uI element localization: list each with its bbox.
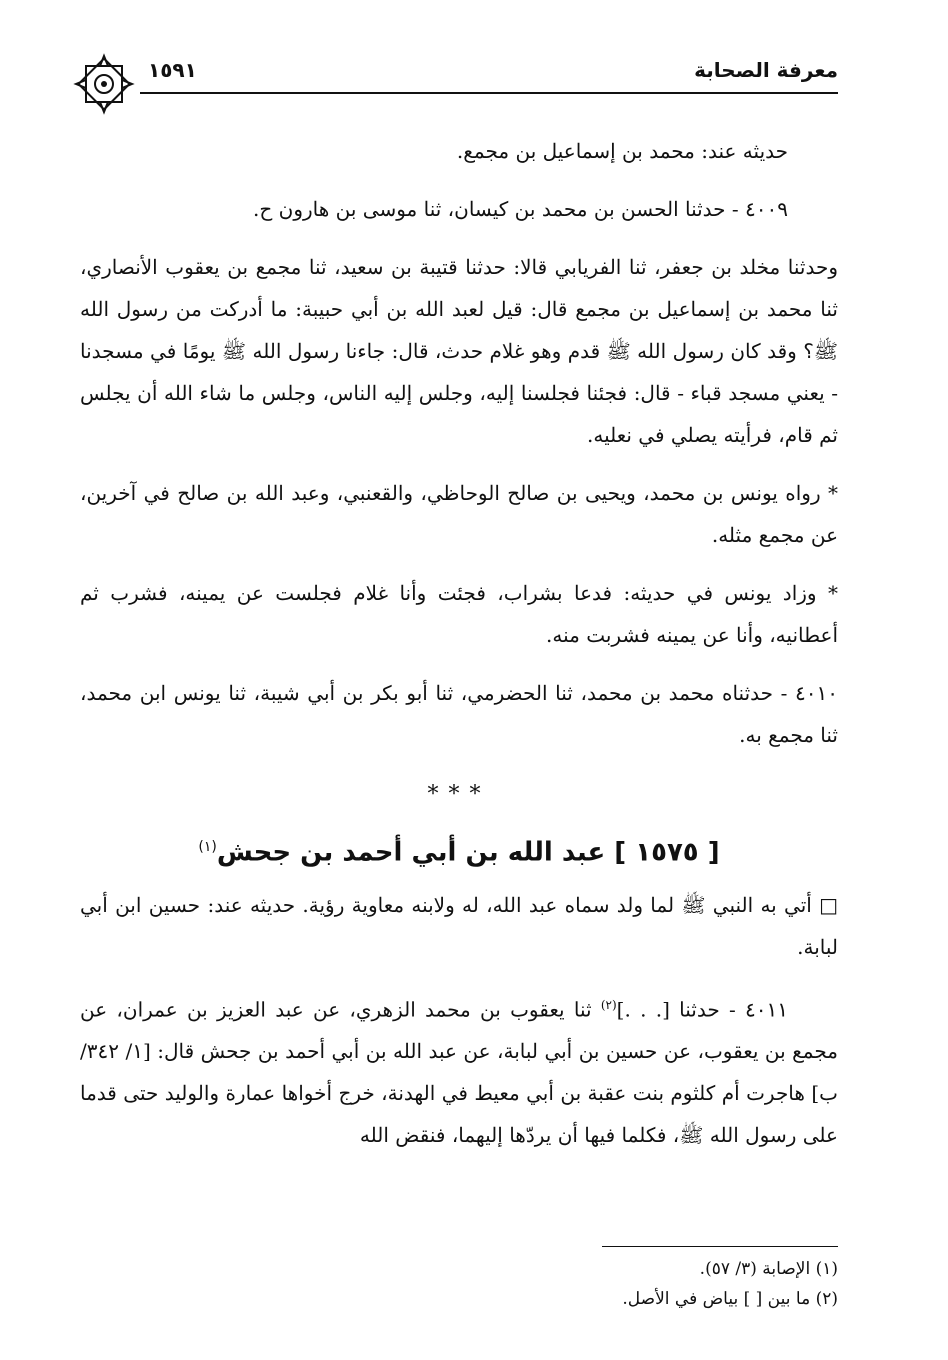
header-rule (140, 92, 838, 94)
page-number: ١٥٩١ (148, 58, 197, 82)
section-heading (80, 826, 838, 874)
paragraph: * وزاد يونس في حديثه: فدعا بشراب، فجئت وأنا غلام فجلست عن يمينه، فشرب ثم أعطانيه، وأنا عن يمينه فشربت منه. (80, 581, 838, 647)
hadith-start: ٤٠١١ - حدثنا [. . .] (616, 997, 788, 1022)
section-separator: *** (427, 782, 491, 807)
paragraph: ٤٠١٠ - حدثناه محمد بن محمد، ثنا الحضرمي، ثنا أبو بكر بن أبي شيبة، ثنا يونس ابن محمد، ثنا مجمع به. (80, 681, 838, 747)
running-title: معرفة الصحابة (694, 58, 838, 82)
section-intro: □ أتي به النبي ﷺ لما ولد سماه عبد الله، له ولابنه معاوية رؤية. حديثه عند: حسين ابن أبي لبابة. (80, 892, 838, 959)
footnote-marker: (١) (198, 839, 217, 855)
hadith-text: ثنا يعقوب بن محمد الزهري، عن عبد العزيز بن عمران، عن مجمع بن يعقوب، عن حسين بن أبي لبابة، عن عبد الله بن أبي أحمد بن جحش قال: [١/ ٣٤٢/ ب] هاجرت أم كلثوم بنت عقبة بن أبي معيط في الهدنة، خرج أخواها عمارة والوليد حتى قدما على رسول الله ﷺ، فكلما فيها أن يردّها إليهما، فنقض الله (80, 997, 838, 1148)
footnote: (١) الإصابة (٣/ ٥٧). (699, 1259, 838, 1279)
page-header (70, 48, 838, 98)
footnote-marker: (٢) (600, 997, 617, 1012)
paragraph: وحدثنا مخلد بن جعفر، ثنا الفريابي قالا: حدثنا قتيبة بن سعيد، ثنا مجمع بن يعقوب الأنصاري، ثنا محمد بن إسماعيل بن مجمع قال: قيل لعبد الله بن أبي حبيبة: ما أدركت من رسول الله ﷺ؟ وقد كان رسول الله ﷺ قدم وهو غلام حدث، قال: جاءنا رسول الله ﷺ يومًا في مسجدنا - يعني مسجد قباء - قال: فجئنا فجلسنا إليه، وجلس إليه الناس، وجلس ما شاء الله أن يجلس ثم قام، فرأيته يصلي في نعليه. (80, 255, 838, 447)
footnotes (80, 1254, 838, 1314)
paragraph: ٤٠٠٩ - حدثنا الحسن بن محمد بن كيسان، ثنا موسى بن هارون ح. (253, 197, 788, 221)
paragraph: حديثه عند: محمد بن إسماعيل بن مجمع. (456, 139, 788, 163)
main-text (80, 130, 838, 1172)
heading-text: [ ١٥٧٥ ] عبد الله بن أبي أحمد بن جحش (216, 837, 720, 868)
footnote: (٢) ما بين [ ] بياض في الأصل. (622, 1289, 838, 1309)
paragraph (80, 984, 838, 1157)
paragraph: * رواه يونس بن محمد، ويحيى بن صالح الوحاظي، والقعنبي، وعبد الله بن صالح في آخرين، عن مجمع مثله. (80, 481, 838, 547)
ornament-icon (72, 52, 136, 116)
